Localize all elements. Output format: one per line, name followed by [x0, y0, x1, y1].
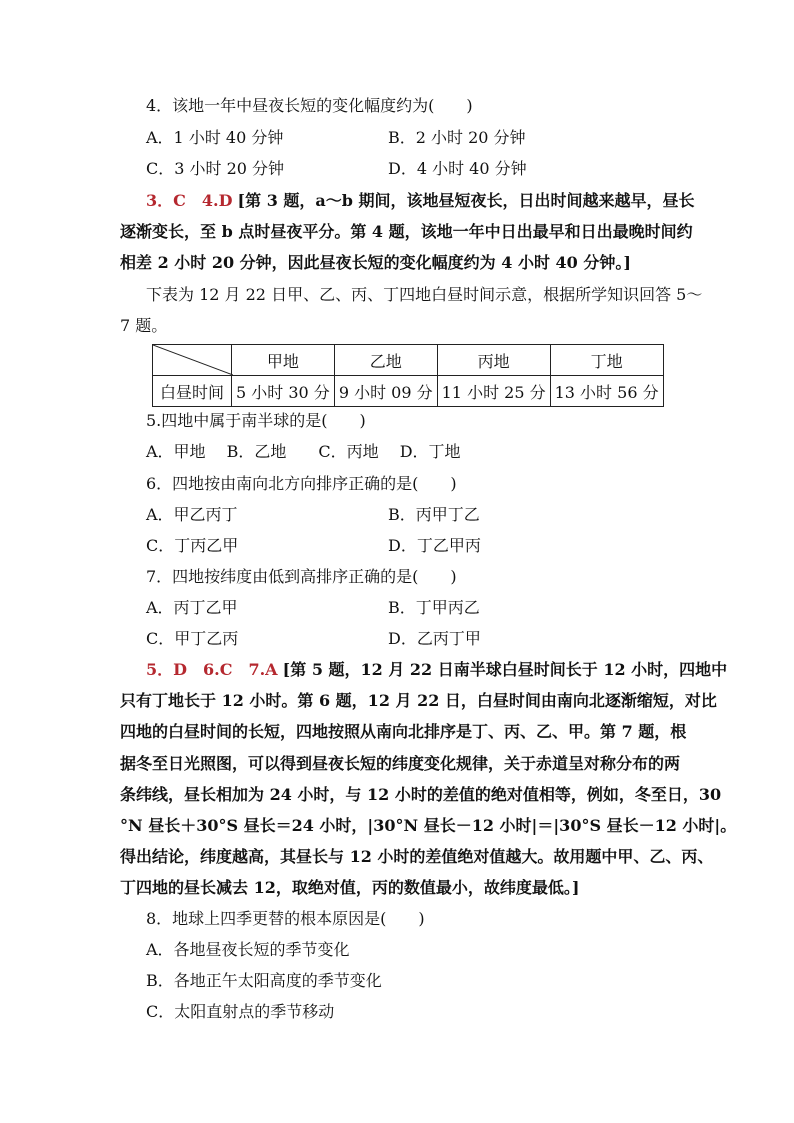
table-row [153, 376, 664, 407]
question-8-stem: 8．地球上四季更替的根本原因是( ) [146, 909, 425, 928]
q8-option-a: A．各地昼夜长短的季节变化 [146, 940, 350, 959]
daytime-table [152, 344, 664, 407]
q4-option-b: B．2 小时 20 分钟 [388, 128, 526, 147]
answer-5-7-line-1 [146, 660, 727, 680]
intro-line-1: 下表为 12 月 22 日甲、乙、丙、丁四地白昼时间示意，根据所学知识回答 5～ [146, 285, 703, 304]
row-label: 白昼时间 [153, 376, 232, 407]
answer-3-4-line-1 [146, 191, 695, 211]
header-bing: 丙地 [437, 345, 550, 376]
intro-line-2: 7 题。 [120, 316, 168, 335]
question-4-stem: 4．该地一年中昼夜长短的变化幅度约为( ) [146, 96, 473, 115]
answer-3-4-line-3: 相差 2 小时 20 分钟，因此昼夜长短的变化幅度约为 4 小时 40 分钟。] [120, 253, 631, 272]
question-7-stem: 7．四地按纬度由低到高排序正确的是( ) [146, 567, 457, 586]
answer-3-4-line-2: 逐渐变长，至 b 点时昼夜平分。第 4 题，该地一年中日出最早和日出最晚时间约 [120, 222, 693, 241]
q5-options: A．甲地 B．乙地 C．丙地 D．丁地 [146, 442, 461, 461]
table-header-row [153, 345, 664, 376]
value-yi: 9 小时 09 分 [334, 376, 437, 407]
q6-option-a: A．甲乙丙丁 [146, 505, 238, 524]
answer-key-3-4: 3．C 4.D [146, 191, 233, 210]
answer-5-7-line-2: 只有丁地长于 12 小时。第 6 题，12 月 22 日，白昼时间由南向北逐渐缩短，对比 [120, 691, 717, 710]
question-5-stem: 5.四地中属于南半球的是( ) [146, 411, 366, 430]
q7-option-a: A．丙丁乙甲 [146, 598, 238, 617]
question-6-stem: 6．四地按由南向北方向排序正确的是( ) [146, 474, 457, 493]
header-jia: 甲地 [232, 345, 335, 376]
q7-option-b: B．丁甲丙乙 [388, 598, 480, 617]
answer-5-7-line-5: 条纬线，昼长相加为 24 小时，与 12 小时的差值的绝对值相等，例如，冬至日，30 [120, 785, 722, 804]
header-yi: 乙地 [334, 345, 437, 376]
answer-key-5-7: 5．D 6.C 7.A [146, 660, 278, 679]
answer-5-7-line-8: 丁四地的昼长减去 12，取绝对值，丙的数值最小，故纬度最低。] [120, 878, 580, 897]
answer-5-7-line-6: °N 昼长＋30°S 昼长＝24 小时，|30°N 昼长－12 小时|＝|30°S 昼长－12 小时|。 [120, 816, 737, 835]
q6-option-b: B．丙甲丁乙 [388, 505, 480, 524]
q6-option-c: C．丁丙乙甲 [146, 536, 239, 555]
answer-5-7-line-4: 据冬至日光照图，可以得到昼夜长短的纬度变化规律，关于赤道呈对称分布的两 [120, 754, 681, 773]
diagonal-header-cell [153, 345, 232, 376]
q4-option-a: A．1 小时 40 分钟 [146, 128, 284, 147]
header-ding: 丁地 [550, 345, 663, 376]
q4-option-c: C．3 小时 20 分钟 [146, 159, 285, 178]
answer-5-7-line-7: 得出结论，纬度越高，其昼长与 12 小时的差值绝对值越大。故用题中甲、乙、丙、 [120, 847, 714, 866]
explanation-text: [第 3 题，a～b 期间，该地昼短夜长，日出时间越来越早，昼长 [237, 191, 695, 210]
value-jia: 5 小时 30 分 [232, 376, 335, 407]
value-bing: 11 小时 25 分 [437, 376, 550, 407]
q6-option-d: D．丁乙甲丙 [388, 536, 481, 555]
answer-5-7-line-3: 四地的白昼时间的长短，四地按照从南向北排序是丁、丙、乙、甲。第 7 题，根 [120, 722, 687, 741]
q7-option-c: C．甲丁乙丙 [146, 629, 239, 648]
q8-option-b: B．各地正午太阳高度的季节变化 [146, 971, 382, 990]
q4-option-d: D．4 小时 40 分钟 [388, 159, 527, 178]
q8-option-c: C．太阳直射点的季节移动 [146, 1002, 335, 1021]
diagonal-line [153, 345, 233, 375]
value-ding: 13 小时 56 分 [550, 376, 663, 407]
explanation-text: [第 5 题，12 月 22 日南半球白昼时间长于 12 小时，四地中 [282, 660, 728, 679]
q7-option-d: D．乙丙丁甲 [388, 629, 481, 648]
